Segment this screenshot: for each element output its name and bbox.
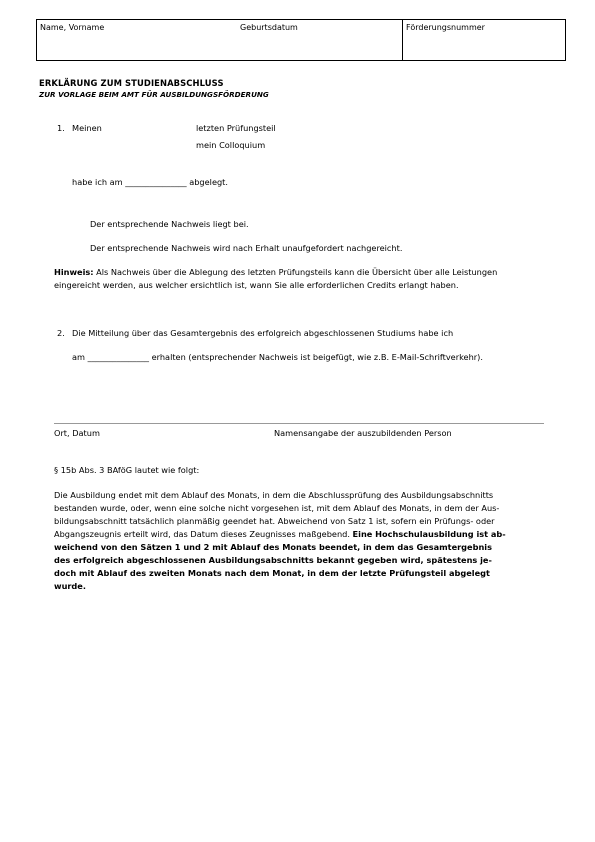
section2-text: Die Mitteilung über das Gesamtergebnis des erfolgreich abgeschlossenen Studiums habe ich <box>72 328 454 338</box>
hint-label: Hinweis: <box>54 267 94 277</box>
document-title: ERKLÄRUNG ZUM STUDIENABSCHLUSS <box>39 78 224 88</box>
section2-number: 2. <box>57 328 65 338</box>
birthdate-field[interactable] <box>237 20 403 60</box>
place-date-label: Ort, Datum <box>54 428 100 438</box>
hint-text1: Als Nachweis über die Ablegung des letzten Prüfungsteils kann die Übersicht über alle Leistungen <box>96 267 498 277</box>
option-colloquium[interactable]: mein Colloquium <box>196 140 266 150</box>
law-bold-line: wurde. <box>54 581 86 591</box>
law-text-normal-part: Abgangszeugnis erteilt wird, das Datum dieses Zeugnisses maßgebend. <box>54 529 350 539</box>
result-received-line[interactable]: am _______________ erhalten (entsprechender Nachweis ist beigefügt, wie z.B. E-Mail-Schriftverkehr). <box>72 352 483 362</box>
law-text-line-mixed <box>54 529 506 539</box>
law-text-line: bildungsabschnitt tatsächlich planmäßig geendet hat. Abweichend von Satz 1 ist, sofern ein Prüfungs- oder <box>54 516 495 526</box>
name-label: Name, Vorname <box>40 23 105 32</box>
funding-number-field[interactable] <box>403 20 565 60</box>
signature-line <box>54 423 544 424</box>
document-subtitle: ZUR VORLAGE BEIM AMT FÜR AUSBILDUNGSFÖRDERUNG <box>39 90 269 99</box>
completed-date-line[interactable]: habe ich am _______________ abgelegt. <box>72 177 228 187</box>
law-bold-line: des erfolgreich abgeschlossenen Ausbildungsabschnitts bekannt gegeben wird, spätestens je- <box>54 555 492 565</box>
proof-attached-option[interactable]: Der entsprechende Nachweis liegt bei. <box>90 219 249 229</box>
hint-text2: eingereicht werden, aus welcher ersichtlich ist, wann Sie alle erforderlichen Credits erlangt haben. <box>54 280 459 290</box>
law-heading: § 15b Abs. 3 BAföG lautet wie folgt: <box>54 465 200 475</box>
law-text-bold-part: Eine Hochschulausbildung ist ab- <box>352 529 506 539</box>
law-text-line: bestanden wurde, oder, wenn eine solche nicht vorgesehen ist, mit dem Ablauf des Monats, in dem der Aus- <box>54 503 500 513</box>
hint-line1 <box>54 267 497 277</box>
header-fields-box <box>36 19 566 61</box>
section1-lead: Meinen <box>72 123 102 133</box>
name-field[interactable] <box>37 20 237 60</box>
option-last-exam[interactable]: letzten Prüfungsteil <box>196 123 276 133</box>
funding-number-label: Förderungsnummer <box>406 23 485 32</box>
birthdate-label: Geburtsdatum <box>240 23 298 32</box>
law-text-line: Die Ausbildung endet mit dem Ablauf des Monats, in dem die Abschlussprüfung des Ausbildungsabschnitts <box>54 490 494 500</box>
law-bold-line: doch mit Ablauf des zweiten Monats nach dem Monat, in dem der letzte Prüfungsteil abgelegt <box>54 568 490 578</box>
law-bold-line: weichend von den Sätzen 1 und 2 mit Ablauf des Monats beendet, in dem das Gesamtergebnis <box>54 542 492 552</box>
section1-number: 1. <box>57 123 65 133</box>
person-name-label: Namensangabe der auszubildenden Person <box>274 428 452 438</box>
proof-later-option[interactable]: Der entsprechende Nachweis wird nach Erhalt unaufgefordert nachgereicht. <box>90 243 403 253</box>
